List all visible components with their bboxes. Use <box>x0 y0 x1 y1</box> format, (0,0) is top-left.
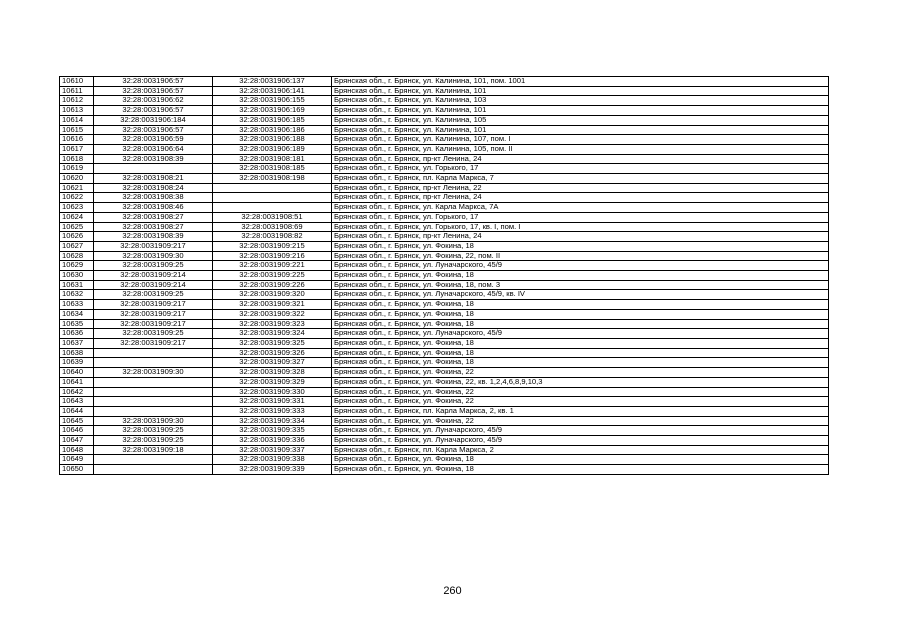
object-number-cell: 32:28:0031909:323 <box>213 319 332 329</box>
address-cell: Брянская обл., г. Брянск, ул. Луначарского, 45/9, кв. IV <box>332 290 829 300</box>
address-cell: Брянская обл., г. Брянск, ул. Фокина, 18 <box>332 465 829 475</box>
table-row <box>60 406 829 416</box>
table-row <box>60 144 829 154</box>
cadastral-number-cell: 32:28:0031906:57 <box>94 125 213 135</box>
address-cell: Брянская обл., г. Брянск, ул. Горького, 17, кв. I, пом. I <box>332 222 829 232</box>
table-row <box>60 397 829 407</box>
address-cell: Брянская обл., г. Брянск, ул. Луначарского, 45/9 <box>332 261 829 271</box>
address-cell: Брянская обл., г. Брянск, ул. Калинина, 101, пом. 1001 <box>332 77 829 87</box>
row-number-cell: 10644 <box>60 406 94 416</box>
object-number-cell: 32:28:0031906:185 <box>213 115 332 125</box>
address-cell: Брянская обл., г. Брянск, ул. Фокина, 18 <box>332 338 829 348</box>
object-number-cell: 32:28:0031908:198 <box>213 174 332 184</box>
cadastral-number-cell: 32:28:0031909:18 <box>94 445 213 455</box>
cadastral-number-cell <box>94 387 213 397</box>
table-row <box>60 241 829 251</box>
object-number-cell: 32:28:0031909:226 <box>213 280 332 290</box>
object-number-cell <box>213 183 332 193</box>
cadastral-number-cell: 32:28:0031906:57 <box>94 106 213 116</box>
address-cell: Брянская обл., г. Брянск, ул. Калинина, 101 <box>332 125 829 135</box>
cadastral-number-cell: 32:28:0031908:39 <box>94 232 213 242</box>
row-number-cell: 10640 <box>60 368 94 378</box>
table-row <box>60 183 829 193</box>
table-row <box>60 212 829 222</box>
object-number-cell: 32:28:0031908:181 <box>213 154 332 164</box>
address-cell: Брянская обл., г. Брянск, ул. Луначарского, 45/9 <box>332 436 829 446</box>
table-row <box>60 203 829 213</box>
row-number-cell: 10620 <box>60 174 94 184</box>
table-row <box>60 193 829 203</box>
address-cell: Брянская обл., г. Брянск, ул. Фокина, 22 <box>332 397 829 407</box>
row-number-cell: 10642 <box>60 387 94 397</box>
cadastral-number-cell: 32:28:0031909:217 <box>94 241 213 251</box>
table-row <box>60 358 829 368</box>
object-number-cell: 32:28:0031909:335 <box>213 426 332 436</box>
row-number-cell: 10611 <box>60 86 94 96</box>
object-number-cell: 32:28:0031909:337 <box>213 445 332 455</box>
object-number-cell: 32:28:0031909:326 <box>213 348 332 358</box>
row-number-cell: 10629 <box>60 261 94 271</box>
row-number-cell: 10627 <box>60 241 94 251</box>
object-number-cell: 32:28:0031909:322 <box>213 309 332 319</box>
address-cell: Брянская обл., г. Брянск, пр-кт Ленина, 24 <box>332 193 829 203</box>
row-number-cell: 10613 <box>60 106 94 116</box>
table-row <box>60 115 829 125</box>
cadastral-number-cell: 32:28:0031906:57 <box>94 77 213 87</box>
table-row <box>60 154 829 164</box>
table-row <box>60 261 829 271</box>
row-number-cell: 10621 <box>60 183 94 193</box>
cadastral-number-cell: 32:28:0031908:24 <box>94 183 213 193</box>
object-number-cell: 32:28:0031909:324 <box>213 329 332 339</box>
address-cell: Брянская обл., г. Брянск, ул. Фокина, 18 <box>332 271 829 281</box>
table-row <box>60 106 829 116</box>
cadastral-number-cell: 32:28:0031908:27 <box>94 222 213 232</box>
object-number-cell: 32:28:0031906:188 <box>213 135 332 145</box>
cadastral-number-cell: 32:28:0031909:217 <box>94 309 213 319</box>
cadastral-number-cell: 32:28:0031908:46 <box>94 203 213 213</box>
table-row <box>60 280 829 290</box>
address-cell: Брянская обл., г. Брянск, ул. Фокина, 22, кв. 1,2,4,6,8,9,10,3 <box>332 377 829 387</box>
cadastral-number-cell: 32:28:0031909:30 <box>94 251 213 261</box>
row-number-cell: 10612 <box>60 96 94 106</box>
row-number-cell: 10625 <box>60 222 94 232</box>
address-cell: Брянская обл., г. Брянск, ул. Калинина, 101 <box>332 106 829 116</box>
object-number-cell: 32:28:0031909:221 <box>213 261 332 271</box>
row-number-cell: 10646 <box>60 426 94 436</box>
cadastral-number-cell: 32:28:0031908:39 <box>94 154 213 164</box>
row-number-cell: 10615 <box>60 125 94 135</box>
table-row <box>60 86 829 96</box>
object-number-cell: 32:28:0031909:330 <box>213 387 332 397</box>
address-cell: Брянская обл., г. Брянск, ул. Фокина, 18 <box>332 348 829 358</box>
row-number-cell: 10624 <box>60 212 94 222</box>
object-number-cell: 32:28:0031909:331 <box>213 397 332 407</box>
row-number-cell: 10628 <box>60 251 94 261</box>
row-number-cell: 10617 <box>60 144 94 154</box>
table-row <box>60 309 829 319</box>
cadastral-number-cell: 32:28:0031909:25 <box>94 436 213 446</box>
cadastral-number-cell: 32:28:0031909:214 <box>94 280 213 290</box>
table-row <box>60 174 829 184</box>
cadastral-number-cell: 32:28:0031908:38 <box>94 193 213 203</box>
row-number-cell: 10650 <box>60 465 94 475</box>
address-cell: Брянская обл., г. Брянск, ул. Калинина, 105 <box>332 115 829 125</box>
object-number-cell <box>213 203 332 213</box>
cadastral-number-cell: 32:28:0031909:25 <box>94 290 213 300</box>
address-cell: Брянская обл., г. Брянск, ул. Фокина, 18 <box>332 241 829 251</box>
address-cell: Брянская обл., г. Брянск, ул. Фокина, 18 <box>332 455 829 465</box>
row-number-cell: 10630 <box>60 271 94 281</box>
table-row <box>60 455 829 465</box>
object-number-cell: 32:28:0031906:169 <box>213 106 332 116</box>
object-number-cell: 32:28:0031909:329 <box>213 377 332 387</box>
object-number-cell: 32:28:0031909:321 <box>213 300 332 310</box>
address-cell: Брянская обл., г. Брянск, пр-кт Ленина, 24 <box>332 232 829 242</box>
table-row <box>60 300 829 310</box>
table-row <box>60 416 829 426</box>
address-cell: Брянская обл., г. Брянск, ул. Луначарского, 45/9 <box>332 426 829 436</box>
table-row <box>60 77 829 87</box>
cadastral-number-cell: 32:28:0031909:25 <box>94 329 213 339</box>
address-cell: Брянская обл., г. Брянск, ул. Карла Маркса, 7А <box>332 203 829 213</box>
object-number-cell: 32:28:0031909:336 <box>213 436 332 446</box>
table-row <box>60 377 829 387</box>
object-number-cell: 32:28:0031906:189 <box>213 144 332 154</box>
row-number-cell: 10618 <box>60 154 94 164</box>
row-number-cell: 10623 <box>60 203 94 213</box>
address-cell: Брянская обл., г. Брянск, пл. Карла Маркса, 2 <box>332 445 829 455</box>
table-row <box>60 135 829 145</box>
object-number-cell: 32:28:0031909:334 <box>213 416 332 426</box>
table-row <box>60 426 829 436</box>
address-cell: Брянская обл., г. Брянск, ул. Фокина, 18 <box>332 309 829 319</box>
object-number-cell: 32:28:0031906:155 <box>213 96 332 106</box>
table-body <box>60 77 829 475</box>
object-number-cell: 32:28:0031909:338 <box>213 455 332 465</box>
object-number-cell: 32:28:0031909:339 <box>213 465 332 475</box>
cadastral-number-cell: 32:28:0031906:64 <box>94 144 213 154</box>
address-cell: Брянская обл., г. Брянск, пл. Карла Маркса, 2, кв. 1 <box>332 406 829 416</box>
address-cell: Брянская обл., г. Брянск, ул. Горького, 17 <box>332 212 829 222</box>
cadastral-number-cell <box>94 348 213 358</box>
cadastral-number-cell <box>94 358 213 368</box>
row-number-cell: 10619 <box>60 164 94 174</box>
table-row <box>60 222 829 232</box>
object-number-cell: 32:28:0031908:51 <box>213 212 332 222</box>
cadastral-number-cell: 32:28:0031908:21 <box>94 174 213 184</box>
object-number-cell: 32:28:0031906:141 <box>213 86 332 96</box>
row-number-cell: 10610 <box>60 77 94 87</box>
table-row <box>60 338 829 348</box>
row-number-cell: 10633 <box>60 300 94 310</box>
cadastral-number-cell <box>94 377 213 387</box>
address-cell: Брянская обл., г. Брянск, пр-кт Ленина, 24 <box>332 154 829 164</box>
table-row <box>60 445 829 455</box>
table-row <box>60 125 829 135</box>
page-number: 260 <box>443 585 462 597</box>
table-row <box>60 319 829 329</box>
row-number-cell: 10639 <box>60 358 94 368</box>
object-number-cell: 32:28:0031909:327 <box>213 358 332 368</box>
cadastral-number-cell: 32:28:0031906:59 <box>94 135 213 145</box>
table-row <box>60 387 829 397</box>
cadastral-number-cell: 32:28:0031906:62 <box>94 96 213 106</box>
cadastral-number-cell: 32:28:0031909:214 <box>94 271 213 281</box>
cadastral-number-cell <box>94 465 213 475</box>
address-cell: Брянская обл., г. Брянск, ул. Фокина, 22 <box>332 368 829 378</box>
address-cell: Брянская обл., г. Брянск, ул. Фокина, 18 <box>332 300 829 310</box>
cadastral-number-cell: 32:28:0031906:184 <box>94 115 213 125</box>
object-number-cell <box>213 193 332 203</box>
object-number-cell: 32:28:0031908:185 <box>213 164 332 174</box>
object-number-cell: 32:28:0031909:216 <box>213 251 332 261</box>
address-cell: Брянская обл., г. Брянск, ул. Фокина, 18 <box>332 358 829 368</box>
address-cell: Брянская обл., г. Брянск, пр-кт Ленина, 22 <box>332 183 829 193</box>
table-row <box>60 436 829 446</box>
object-number-cell: 32:28:0031909:325 <box>213 338 332 348</box>
address-cell: Брянская обл., г. Брянск, ул. Калинина, 105, пом. II <box>332 144 829 154</box>
row-number-cell: 10634 <box>60 309 94 319</box>
object-number-cell: 32:28:0031909:320 <box>213 290 332 300</box>
table-row <box>60 251 829 261</box>
cadastral-table <box>59 76 829 475</box>
cadastral-number-cell: 32:28:0031909:217 <box>94 319 213 329</box>
row-number-cell: 10632 <box>60 290 94 300</box>
row-number-cell: 10631 <box>60 280 94 290</box>
address-cell: Брянская обл., г. Брянск, ул. Фокина, 18, пом. 3 <box>332 280 829 290</box>
row-number-cell: 10614 <box>60 115 94 125</box>
object-number-cell: 32:28:0031908:82 <box>213 232 332 242</box>
table-row <box>60 329 829 339</box>
object-number-cell: 32:28:0031908:69 <box>213 222 332 232</box>
cadastral-number-cell <box>94 164 213 174</box>
address-cell: Брянская обл., г. Брянск, ул. Фокина, 22, пом. II <box>332 251 829 261</box>
address-cell: Брянская обл., г. Брянск, ул. Фокина, 18 <box>332 319 829 329</box>
cadastral-number-cell: 32:28:0031909:25 <box>94 261 213 271</box>
row-number-cell: 10638 <box>60 348 94 358</box>
row-number-cell: 10636 <box>60 329 94 339</box>
table-row <box>60 290 829 300</box>
cadastral-number-cell: 32:28:0031909:30 <box>94 416 213 426</box>
table-row <box>60 465 829 475</box>
table-row <box>60 96 829 106</box>
row-number-cell: 10626 <box>60 232 94 242</box>
row-number-cell: 10622 <box>60 193 94 203</box>
row-number-cell: 10641 <box>60 377 94 387</box>
row-number-cell: 10635 <box>60 319 94 329</box>
address-cell: Брянская обл., г. Брянск, ул. Фокина, 22 <box>332 387 829 397</box>
cadastral-number-cell: 32:28:0031909:217 <box>94 300 213 310</box>
row-number-cell: 10649 <box>60 455 94 465</box>
cadastral-number-cell: 32:28:0031909:217 <box>94 338 213 348</box>
row-number-cell: 10647 <box>60 436 94 446</box>
address-cell: Брянская обл., г. Брянск, пл. Карла Маркса, 7 <box>332 174 829 184</box>
row-number-cell: 10637 <box>60 338 94 348</box>
cadastral-number-cell: 32:28:0031909:25 <box>94 426 213 436</box>
row-number-cell: 10648 <box>60 445 94 455</box>
row-number-cell: 10645 <box>60 416 94 426</box>
object-number-cell: 32:28:0031909:328 <box>213 368 332 378</box>
address-cell: Брянская обл., г. Брянск, ул. Горького, 17 <box>332 164 829 174</box>
cadastral-number-cell <box>94 397 213 407</box>
address-cell: Брянская обл., г. Брянск, ул. Калинина, 107, пом. I <box>332 135 829 145</box>
object-number-cell: 32:28:0031909:225 <box>213 271 332 281</box>
address-cell: Брянская обл., г. Брянск, ул. Фокина, 22 <box>332 416 829 426</box>
table-row <box>60 271 829 281</box>
object-number-cell: 32:28:0031906:137 <box>213 77 332 87</box>
object-number-cell: 32:28:0031909:333 <box>213 406 332 416</box>
cadastral-number-cell <box>94 406 213 416</box>
cadastral-number-cell <box>94 455 213 465</box>
address-cell: Брянская обл., г. Брянск, ул. Калинина, 103 <box>332 96 829 106</box>
row-number-cell: 10643 <box>60 397 94 407</box>
table-row <box>60 348 829 358</box>
object-number-cell: 32:28:0031909:215 <box>213 241 332 251</box>
table-row <box>60 232 829 242</box>
address-cell: Брянская обл., г. Брянск, ул. Калинина, 101 <box>332 86 829 96</box>
cadastral-number-cell: 32:28:0031908:27 <box>94 212 213 222</box>
address-cell: Брянская обл., г. Брянск, ул. Луначарского, 45/9 <box>332 329 829 339</box>
table-row <box>60 164 829 174</box>
cadastral-number-cell: 32:28:0031909:30 <box>94 368 213 378</box>
cadastral-number-cell: 32:28:0031906:57 <box>94 86 213 96</box>
table-row <box>60 368 829 378</box>
object-number-cell: 32:28:0031906:186 <box>213 125 332 135</box>
row-number-cell: 10616 <box>60 135 94 145</box>
